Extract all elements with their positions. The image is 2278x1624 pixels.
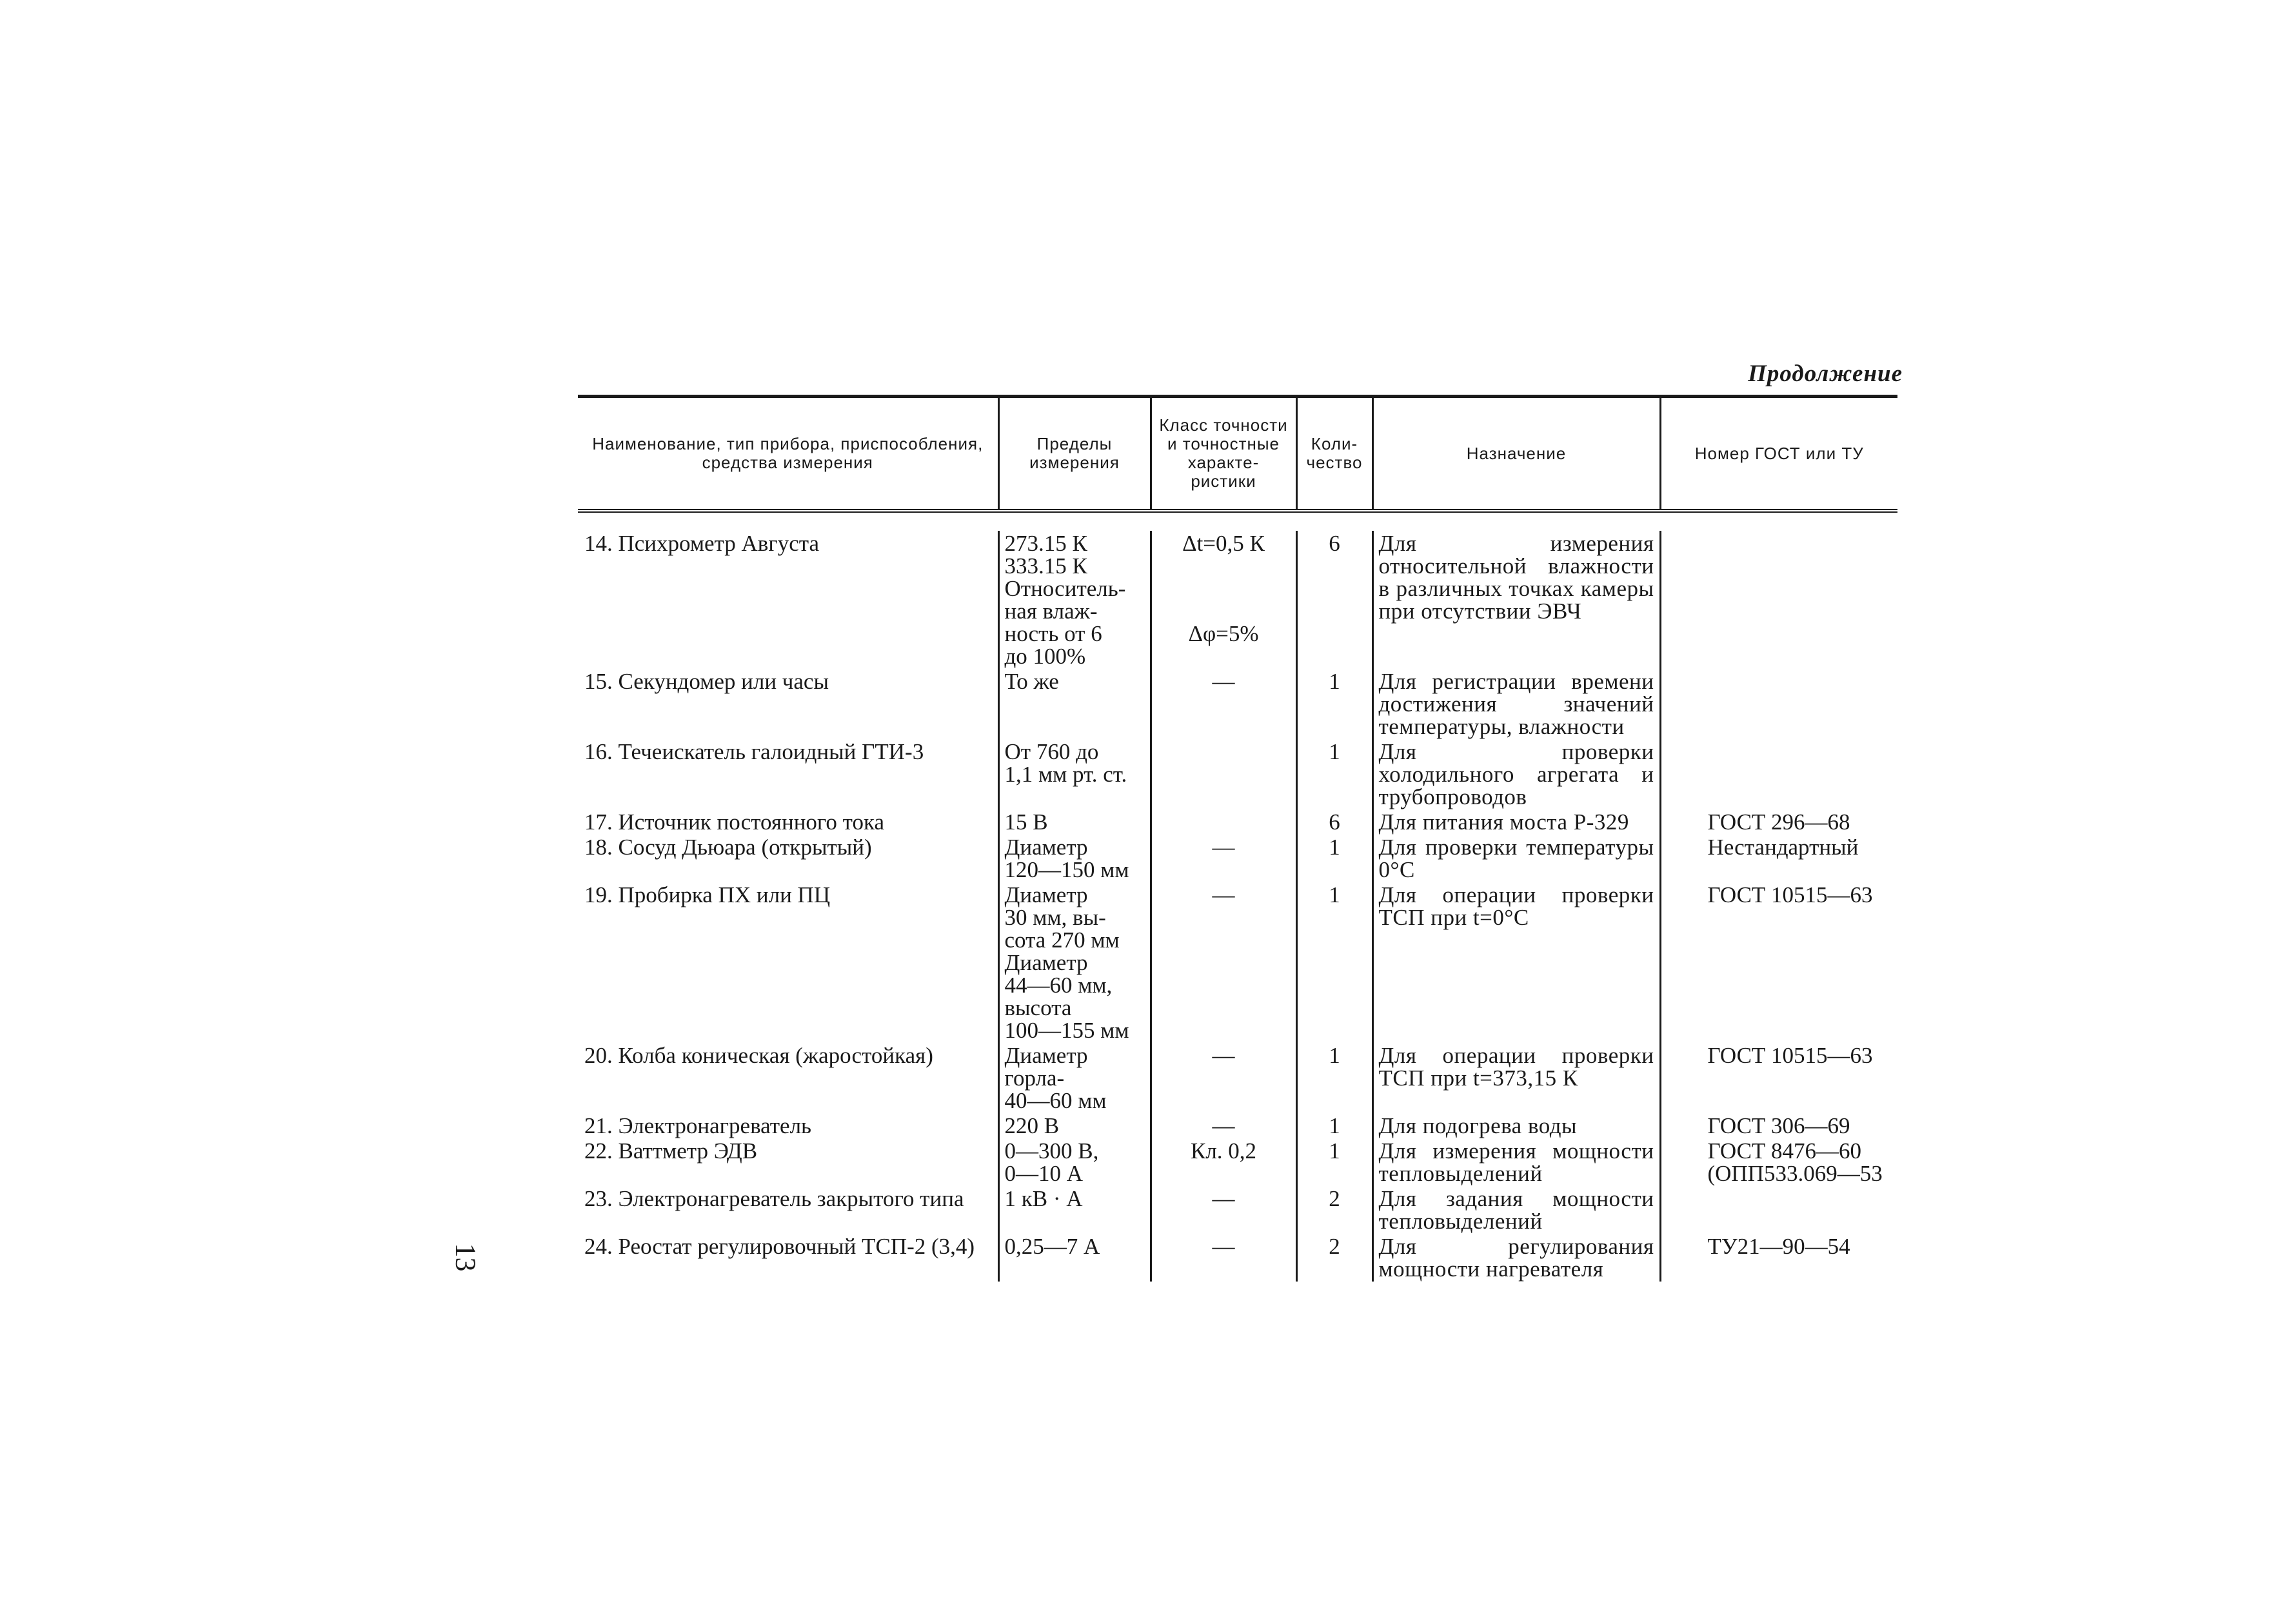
row-accuracy [1151, 739, 1296, 809]
row-range: 1 кВ · А [998, 1186, 1151, 1234]
row-gost: ГОСТ 296—68 [1660, 809, 1897, 835]
row-range: 220 В [998, 1113, 1151, 1138]
row-range: 0—300 В, 0—10 А [998, 1138, 1151, 1186]
row-accuracy: — [1151, 882, 1296, 1043]
row-quantity: 2 [1296, 1234, 1372, 1282]
header-accuracy: Класс точности и точностные характе- ристики [1151, 397, 1296, 511]
row-quantity: 6 [1296, 809, 1372, 835]
row-purpose: Для задания мощности тепловыделений [1372, 1186, 1660, 1234]
row-range: Диаметр горла- 40—60 мм [998, 1043, 1151, 1113]
row-range: 0,25—7 А [998, 1234, 1151, 1282]
row-gost [1660, 1186, 1897, 1234]
table-row [578, 882, 1897, 1043]
table-row [578, 1113, 1897, 1138]
table-row [578, 835, 1897, 882]
row-accuracy: — [1151, 1234, 1296, 1282]
row-accuracy: — [1151, 1043, 1296, 1113]
row-purpose: Для регистрации времени достижения значений температуры, влажности [1372, 669, 1660, 739]
row-range: От 760 до 1,1 мм рт. ст. [998, 739, 1151, 809]
row-name: 20. Колба коническая (жаростойкая) [584, 1043, 933, 1068]
row-gost: ГОСТ 8476—60 (ОПП533.069—53 [1660, 1138, 1897, 1186]
row-accuracy: Кл. 0,2 [1151, 1138, 1296, 1186]
row-gost: ГОСТ 306—69 [1660, 1113, 1897, 1138]
row-purpose: Для подогрева воды [1372, 1113, 1660, 1138]
row-range: 15 В [998, 809, 1151, 835]
row-quantity: 1 [1296, 1138, 1372, 1186]
header-gost: Номер ГОСТ или ТУ [1660, 397, 1897, 511]
header-name: Наименование, тип прибора, приспособления, средства измерения [578, 397, 998, 511]
row-purpose: Для проверки температуры 0°С [1372, 835, 1660, 882]
row-quantity: 1 [1296, 739, 1372, 809]
row-purpose: Для измерения мощности тепловыделений [1372, 1138, 1660, 1186]
table-row [578, 1138, 1897, 1186]
row-gost [1660, 531, 1897, 669]
row-range: То же [998, 669, 1151, 739]
row-accuracy: — [1151, 669, 1296, 739]
table-header-row [578, 397, 1897, 511]
row-gost: Нестандартный [1660, 835, 1897, 882]
table-row [578, 1043, 1897, 1113]
row-purpose: Для проверки холодильного агрегата и трубопроводов [1372, 739, 1660, 809]
header-quantity: Коли- чество [1296, 397, 1372, 511]
row-name: 24. Реостат регулировочный ТСП-2 (3,4) [584, 1234, 975, 1259]
row-purpose: Для операции проверки ТСП при t=373,15 К [1372, 1043, 1660, 1113]
header-purpose: Назначение [1372, 397, 1660, 511]
row-purpose: Для измерения относительной влажности в различных точках камеры при отсутствии ЭВЧ [1372, 531, 1660, 669]
row-name: 23. Электронагреватель закрытого типа [584, 1186, 964, 1211]
row-name: 16. Течеискатель галоидный ГТИ-3 [584, 739, 924, 764]
table-row [578, 809, 1897, 835]
row-purpose: Для операции проверки ТСП при t=0°С [1372, 882, 1660, 1043]
row-accuracy: — [1151, 835, 1296, 882]
table-row [578, 531, 1897, 669]
row-purpose: Для регулирования мощности нагревателя [1372, 1234, 1660, 1282]
page-number: 13 [450, 1243, 482, 1272]
row-accuracy [1151, 809, 1296, 835]
row-quantity: 6 [1296, 531, 1372, 669]
row-name: 22. Ваттметр ЭДВ [584, 1138, 758, 1164]
row-quantity: 2 [1296, 1186, 1372, 1234]
row-gost [1660, 669, 1897, 739]
row-range: Диаметр 120—150 мм [998, 835, 1151, 882]
instruments-table [578, 395, 1897, 1282]
row-quantity: 1 [1296, 1043, 1372, 1113]
row-gost: ГОСТ 10515—63 [1660, 1043, 1897, 1113]
row-name: 17. Источник постоянного тока [584, 809, 884, 835]
row-gost [1660, 739, 1897, 809]
header-range: Пределы измерения [998, 397, 1151, 511]
row-quantity: 1 [1296, 882, 1372, 1043]
table-row [578, 1186, 1897, 1234]
row-name: 15. Секундомер или часы [584, 669, 829, 694]
table-row [578, 669, 1897, 739]
row-quantity: 1 [1296, 669, 1372, 739]
row-purpose: Для питания моста Р-329 [1372, 809, 1660, 835]
row-range: Диаметр 30 мм, вы- сота 270 мм Диаметр 44—60 мм, высота 100—155 мм [998, 882, 1151, 1043]
row-accuracy: — [1151, 1113, 1296, 1138]
row-gost: ГОСТ 10515—63 [1660, 882, 1897, 1043]
continuation-label: Продолжение [1748, 361, 1903, 387]
table-row [578, 1234, 1897, 1282]
row-quantity: 1 [1296, 835, 1372, 882]
row-name: 14. Психрометр Августа [584, 531, 819, 556]
row-gost: ТУ21—90—54 [1660, 1234, 1897, 1282]
row-accuracy: Δt=0,5 К Δφ=5% [1151, 531, 1296, 669]
row-range: 273.15 К 333.15 К Относитель- ная влаж- ность от 6 до 100% [998, 531, 1151, 669]
table-row [578, 739, 1897, 809]
row-quantity: 1 [1296, 1113, 1372, 1138]
row-name: 19. Пробирка ПХ или ПЦ [584, 882, 831, 907]
row-name: 18. Сосуд Дьюара (открытый) [584, 835, 872, 860]
row-name: 21. Электронагреватель [584, 1113, 812, 1138]
row-accuracy: — [1151, 1186, 1296, 1234]
